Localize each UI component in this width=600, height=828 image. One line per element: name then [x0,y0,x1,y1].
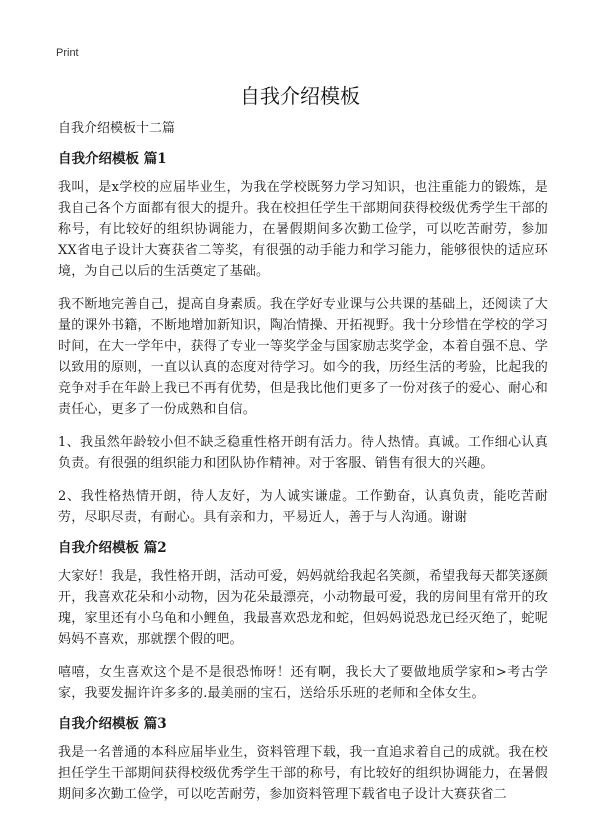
paragraph: 大家好！我是，我性格开朗，活动可爱，妈妈就给我起名笑颜，希望我每天都笑逐颜开，我喜欢花朵和小动物，因为花朵最漂亮，小动物最可爱，我的房间里有常开的玫瑰，家里还有小乌龟和小鲤鱼，我最喜欢恐龙和蛇，但妈妈说恐龙已经灭绝了，蛇呢妈妈不喜欢，那就摆个假的吧。 [58,569,548,647]
section-1 [58,151,548,528]
paragraph: 2、我性格热情开朗，待人友好，为人诚实谦虚。工作勤奋，认真负责，能吃苦耐劳，尽职尽责，有耐心。具有亲和力，平易近人，善于与人沟通。谢谢 [58,489,548,525]
section-3 [58,716,548,805]
section-2 [58,540,548,704]
document-body [58,121,548,817]
section-heading: 自我介绍模板 篇1 [58,151,167,167]
section-heading: 自我介绍模板 篇3 [58,716,167,732]
page-title: 自我介绍模板 [240,84,360,108]
paragraph: 1、我虽然年龄较小但不缺乏稳重性格开朗有活力。待人热情。真诚。工作细心认真负责。有很强的组织能力和团队协作精神。对于客服、销售有很大的兴趣。 [58,435,548,471]
section-heading: 自我介绍模板 篇2 [58,540,167,556]
paragraph: 我不断地完善自己，提高自身素质。我在学好专业课与公共课的基础上，还阅读了大量的课外书籍，不断地增加新知识，陶冶情操、开拓视野。我十分珍惜在学校的学习时间，在大一学年中，获得了专业一等奖学金与国家励志奖学金，本着自强不息、学以致用的原则，一直以认真的态度对待学习。如今的我，历经生活的考验，比起我的竞争对手在年龄上我已不再有优势，但是我比他们更多了一份对孩子的爱心、耐心和责任心，更多了一份成熟和自信。 [58,297,548,417]
paragraph: 我是一名普通的本科应届毕业生，资料管理下载，我一直追求着自己的成就。我在校担任学生干部期间获得校级优秀学生干部的称号，有比较好的组织协调能力，在暑假期间多次勤工俭学，可以吃苦耐劳，参加资料管理下载省电子设计大赛获省二 [58,745,548,802]
document-subtitle: 自我介绍模板十二篇 [58,121,176,136]
print-label: Print [56,47,79,59]
paragraph: 嘻嘻，女生喜欢这个是不是很恐怖呀！还有啊，我长大了要做地质学家和>考古学家，我要发掘许许多多的.最美丽的宝石，送给乐乐班的老师和全体女生。 [58,665,548,701]
paragraph: 我叫，是x学校的应届毕业生，为我在学校既努力学习知识，也注重能力的锻炼，是我自己各个方面都有很大的提升。我在校担任学生干部期间获得校级优秀学生干部的称号，有比较好的组织协调能力，在暑假期间多次勤工俭学，可以吃苦耐劳，参加XX省电子设计大赛获省二等奖，有很强的动手能力和学习能力，能够很快的适应环境，为自己以后的生活奠定了基础。 [58,180,548,279]
